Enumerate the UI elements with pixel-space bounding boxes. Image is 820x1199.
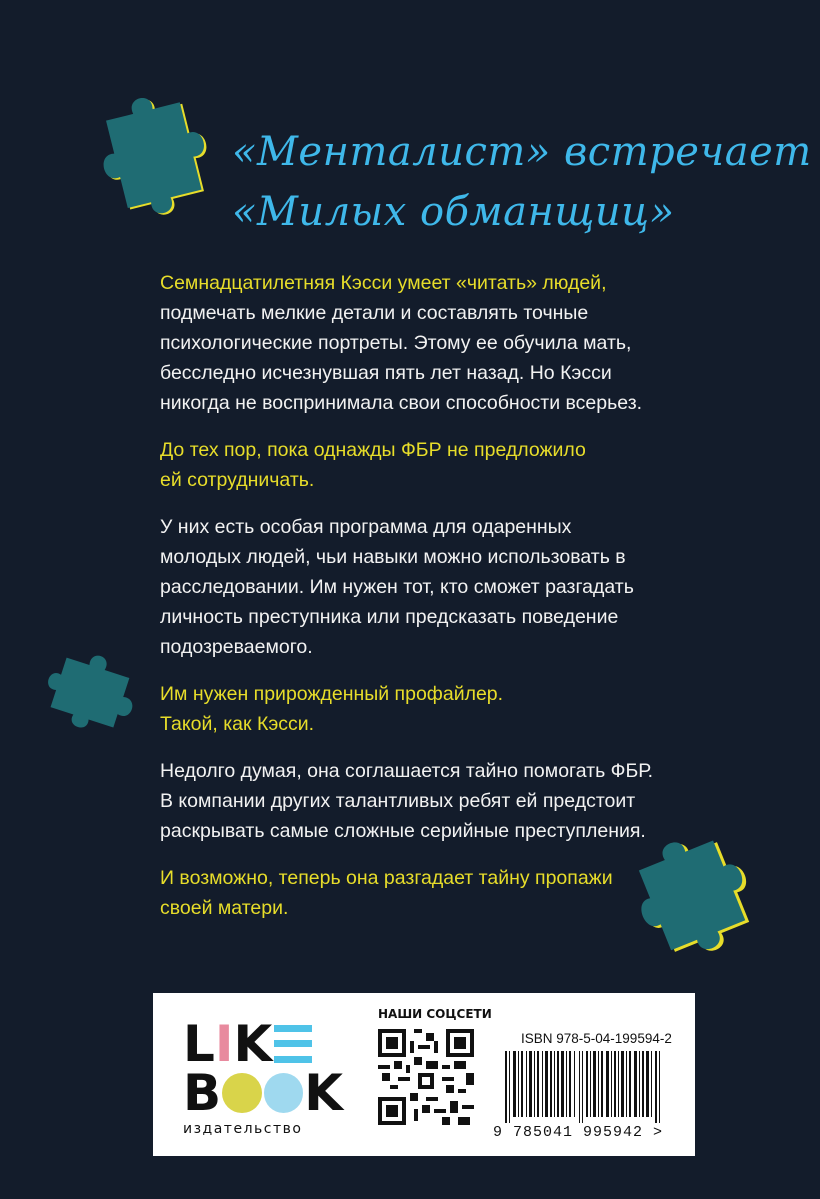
synopsis-line: До тех пор, пока однажды ФБР не предложило bbox=[160, 439, 586, 461]
logo-letter: K bbox=[304, 1063, 343, 1122]
barcode-icon bbox=[503, 1051, 663, 1123]
logo-stripes-icon bbox=[274, 1025, 312, 1063]
synopsis-line: Недолго думая, она соглашается тайно помогать ФБР. bbox=[160, 760, 654, 782]
logo-letter: K bbox=[233, 1014, 273, 1073]
synopsis-line: В компании других талантливых ребят ей предстоит bbox=[160, 790, 636, 812]
puzzle-piece-icon bbox=[40, 640, 150, 740]
qr-code-icon[interactable] bbox=[378, 1029, 474, 1125]
publisher-logo bbox=[183, 1014, 343, 1137]
synopsis-line: И возможно, теперь она разгадает тайну пропажи bbox=[160, 867, 613, 889]
synopsis-line: личность преступника или предсказать поведение bbox=[160, 606, 619, 628]
synopsis-paragraph bbox=[160, 268, 760, 418]
logo-circle-yellow-icon bbox=[222, 1073, 262, 1113]
synopsis-paragraph bbox=[160, 863, 760, 923]
social-title: НАШИ СОЦСЕТИ bbox=[378, 1007, 492, 1021]
puzzle-piece-icon bbox=[95, 80, 215, 240]
synopsis-paragraph bbox=[160, 679, 760, 739]
isbn-label: ISBN 978-5-04-199594-2 bbox=[521, 1031, 672, 1046]
synopsis-line: Семнадцатилетняя Кэсси умеет «читать» людей, bbox=[160, 272, 607, 294]
publisher-subtitle: издательство bbox=[183, 1121, 303, 1137]
logo-circle-blue-icon bbox=[264, 1073, 304, 1113]
synopsis-paragraph bbox=[160, 435, 760, 495]
synopsis-line: молодых людей, чьи навыки можно использовать в bbox=[160, 546, 626, 568]
synopsis-line: ей сотрудничать. bbox=[160, 469, 315, 491]
synopsis-paragraph bbox=[160, 756, 760, 846]
isbn-digits: 9 785041 995942 > bbox=[493, 1124, 664, 1141]
synopsis-line: Такой, как Кэсси. bbox=[160, 713, 315, 735]
synopsis-line: психологические портреты. Этому ее обучила мать, bbox=[160, 332, 632, 354]
synopsis-line: подмечать мелкие детали и составлять точные bbox=[160, 302, 589, 324]
synopsis-line: никогда не воспринимала свои способности всерьез. bbox=[160, 392, 643, 414]
synopsis-line: своей матери. bbox=[160, 897, 289, 919]
logo-letter: B bbox=[183, 1063, 222, 1122]
synopsis-paragraph bbox=[160, 512, 760, 662]
headline-line-2: «Милых обманщиц» bbox=[232, 189, 675, 235]
publisher-panel bbox=[153, 993, 695, 1156]
synopsis-line: подозреваемого. bbox=[160, 636, 313, 658]
synopsis-line: Им нужен прирожденный профайлер. bbox=[160, 683, 504, 705]
headline bbox=[232, 122, 812, 242]
headline-line-1: «Менталист» встречает bbox=[232, 129, 812, 175]
logo-letter: L bbox=[183, 1014, 215, 1073]
synopsis-line: раскрывать самые сложные серийные преступления. bbox=[160, 820, 646, 842]
synopsis-line: бесследно исчезнувшая пять лет назад. Но Кэсси bbox=[160, 362, 612, 384]
synopsis bbox=[160, 268, 760, 940]
synopsis-line: расследовании. Им нужен тот, кто сможет разгадать bbox=[160, 576, 634, 598]
synopsis-line: У них есть особая программа для одаренных bbox=[160, 516, 572, 538]
logo-letter: I bbox=[214, 1014, 234, 1073]
